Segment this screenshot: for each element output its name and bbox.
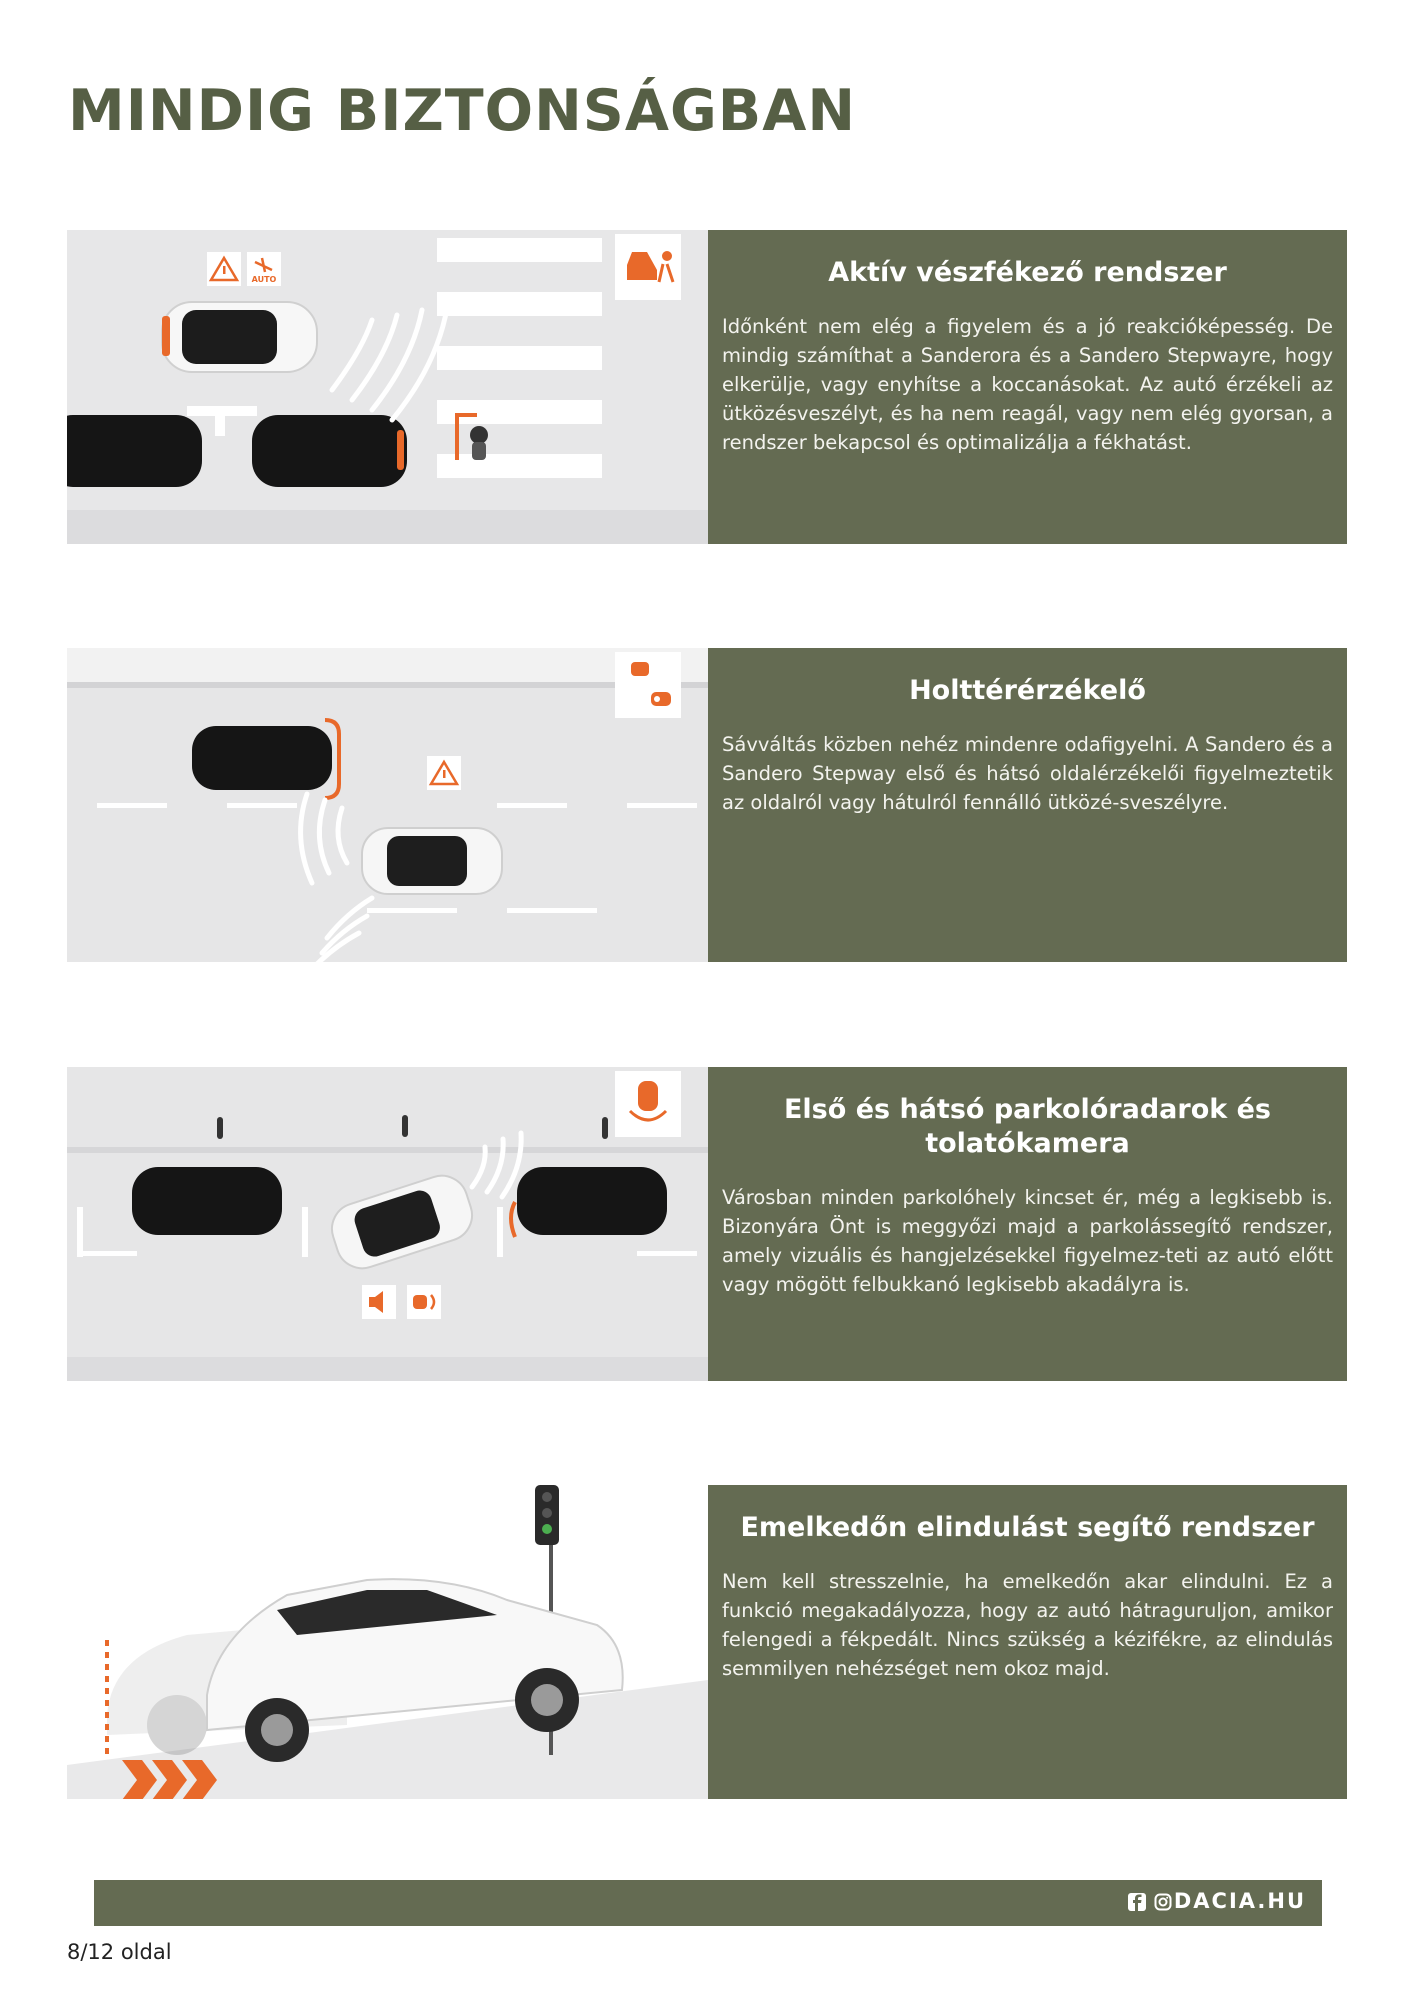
page-number: 8/12 oldal	[67, 1940, 172, 1964]
illustration-parking-sensors	[67, 1067, 708, 1381]
panel-hill-start-assist	[708, 1485, 1347, 1799]
panel-active-emergency-braking	[708, 230, 1347, 544]
section-text: Városban minden parkolóhely kincset ér, még a legkisebb is. Bizonyára Önt is meggyőzi majd a parkolássegítő rendszer, amely vizuális és hangjelzésekkel figyelmez-teti az autó előtt vagy mögött felbukkanó legkisebb akadályra is.	[722, 1186, 1333, 1296]
panel-blind-spot	[708, 648, 1347, 962]
white-car-icon	[162, 302, 317, 372]
parking-sensor-icon	[407, 1285, 441, 1319]
brand-link[interactable]: DACIA.HU	[1173, 1889, 1306, 1913]
auto-label: AUTO	[251, 275, 277, 284]
page-title: MINDIG BIZTONSÁGBAN	[68, 78, 857, 144]
auto-brake-icon	[247, 252, 281, 286]
illustration-emergency-braking	[67, 230, 708, 544]
speaker-icon	[362, 1285, 396, 1319]
section-text: Nem kell stresszelnie, ha emelkedőn akar elindulni. Ez a funkció megakadályozza, hogy az autó hátraguruljon, amikor felengedi a fékpedált. Nincs szükség a kézifékre, az elindulás semmilyen nehézséget nem okoz majd.	[722, 1570, 1333, 1680]
illustration-hill-start	[67, 1485, 708, 1799]
section-text: Időnként nem elég a figyelem és a jó reakcióképesség. De mindig számíthat a Sanderora és a Sandero Stepwayre, hogy elkerülje, vagy enyhítse a koccanásokat. Az autó érzékeli az ütközésveszélyt, és ha nem reagál, vagy nem elég gyorsan, a rendszer bekapcsol és optimalizálja a fékhatást.	[722, 315, 1333, 454]
panel-parking-sensors	[708, 1067, 1347, 1381]
parking-radar-icon	[615, 1071, 681, 1137]
section-text: Sávváltás közben nehéz mindenre odafigyelni. A Sandero és a Sandero Stepway első és hátsó oldalérzékelői figyelmeztetik az oldalról vagy hátulról fennálló ütközé-sveszélyre.	[722, 733, 1333, 814]
section-parking-sensors	[67, 1067, 1347, 1381]
blind-spot-icon	[615, 652, 681, 718]
pedestrian-car-icon	[615, 234, 681, 300]
social-icons	[1128, 1893, 1172, 1911]
section-title: Aktív vészfékező rendszer	[828, 257, 1227, 288]
warning-icon	[207, 252, 241, 286]
section-title: Holttérérzékelő	[909, 675, 1146, 706]
facebook-icon[interactable]	[1128, 1893, 1146, 1911]
section-title: Emelkedőn elindulást segítő rendszer	[740, 1512, 1315, 1543]
section-title: Első és hátsó parkolóradarok és tolatókamera	[783, 1094, 1271, 1159]
section-hill-start-assist	[67, 1485, 1347, 1799]
illustration-blind-spot	[67, 648, 708, 962]
instagram-icon[interactable]	[1154, 1893, 1172, 1911]
warning-icon	[427, 756, 461, 790]
footer-bar	[94, 1880, 1322, 1926]
section-blind-spot	[67, 648, 1347, 962]
section-active-emergency-braking	[67, 230, 1347, 544]
